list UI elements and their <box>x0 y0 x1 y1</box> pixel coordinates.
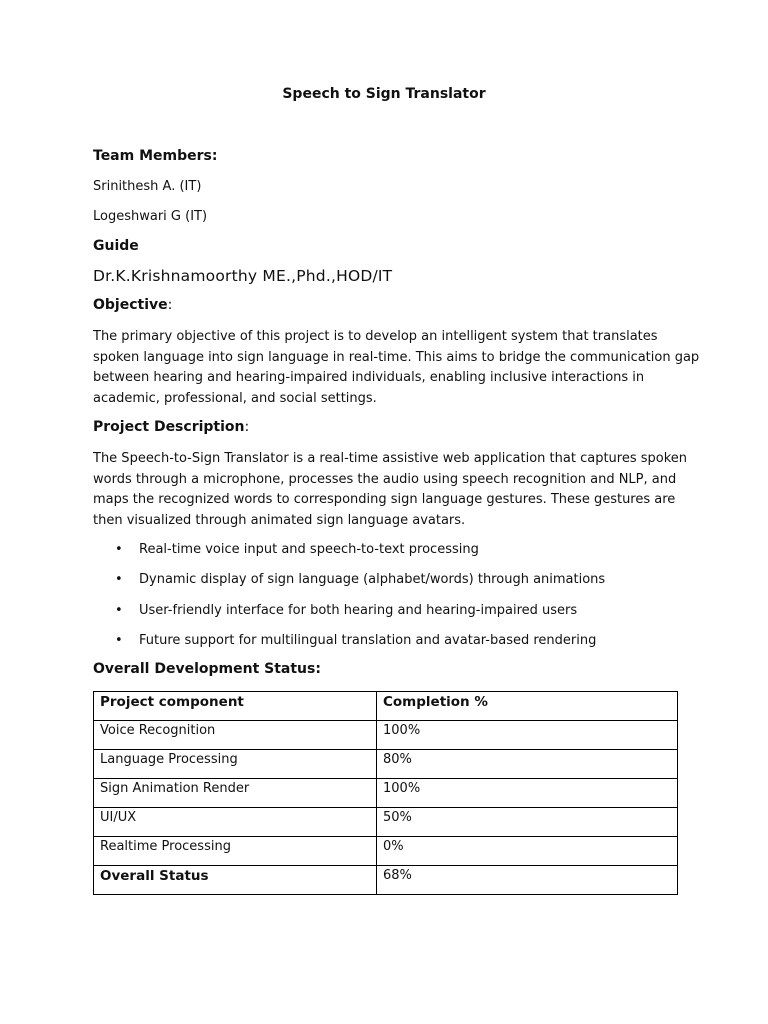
table-row <box>94 721 678 750</box>
list-item <box>115 601 605 631</box>
project-description-heading-text: Project Description <box>93 419 245 435</box>
bullet-text: User-friendly interface for both hearing and hearing-impaired users <box>139 602 578 618</box>
list-item <box>115 631 605 661</box>
bullet-text: Future support for multilingual translation and avatar-based rendering <box>139 632 597 648</box>
objective-line-1: The primary objective of this project is to develop an intelligent system that translates <box>93 329 658 344</box>
table-row <box>94 837 678 866</box>
objective-line-4: academic, professional, and social settings. <box>93 390 377 406</box>
completion-cell: 100% <box>377 721 678 750</box>
completion-cell: 50% <box>377 808 678 837</box>
project-description-paragraph <box>93 449 688 531</box>
completion-cell: 80% <box>377 750 678 779</box>
table-row <box>94 779 678 808</box>
team-member-1: Srinithesh A. (IT) <box>93 179 202 194</box>
guide-name: Dr.K.Krishnamoorthy ME.,Phd.,HOD/IT <box>93 267 393 285</box>
component-cell: Realtime Processing <box>94 837 377 866</box>
component-cell: UI/UX <box>94 808 377 837</box>
bullet-icon: • <box>115 602 123 618</box>
column-header-component: Project component <box>94 692 377 721</box>
list-item <box>115 540 605 570</box>
objective-line-3: between hearing and hearing-impaired individuals, enabling inclusive interactions in <box>93 370 645 385</box>
objective-paragraph <box>93 327 700 409</box>
development-status-heading: Overall Development Status: <box>93 661 321 677</box>
bullet-text: Real-time voice input and speech-to-text processing <box>139 542 479 557</box>
project-description-heading-colon: : <box>244 419 250 435</box>
bullet-icon: • <box>115 572 123 588</box>
component-cell: Sign Animation Render <box>94 779 377 808</box>
description-line-2: words through a microphone, processes the audio using speech recognition and NLP, and <box>93 471 677 487</box>
overall-status-label: Overall Status <box>94 866 377 895</box>
project-description-heading <box>93 419 249 435</box>
component-cell: Language Processing <box>94 750 377 779</box>
bullet-icon: • <box>115 542 123 557</box>
overall-status-value: 68% <box>377 866 678 895</box>
document-title: Speech to Sign Translator <box>282 86 486 102</box>
table-row <box>94 808 678 837</box>
objective-heading-text: Objective <box>93 297 168 313</box>
overall-status-row <box>94 866 678 895</box>
team-member-2: Logeshwari G (IT) <box>93 209 208 224</box>
bullet-icon: • <box>115 632 123 648</box>
objective-line-2: spoken language into sign language in real-time. This aims to bridge the communication gap <box>93 349 700 365</box>
bullet-text: Dynamic display of sign language (alphabet/words) through animations <box>139 572 606 588</box>
component-cell: Voice Recognition <box>94 721 377 750</box>
description-line-4: then visualized through animated sign language avatars. <box>93 512 466 528</box>
guide-heading: Guide <box>93 238 139 254</box>
completion-cell: 100% <box>377 779 678 808</box>
table-row <box>94 750 678 779</box>
objective-heading-colon: : <box>167 297 173 313</box>
table-header-row <box>94 692 678 721</box>
development-status-table <box>93 691 678 895</box>
feature-bullet-list <box>115 540 605 661</box>
column-header-completion: Completion % <box>377 692 678 721</box>
objective-heading <box>93 297 172 313</box>
description-line-3: maps the recognized words to corresponding sign language gestures. These gestures are <box>93 492 676 507</box>
list-item <box>115 570 605 600</box>
team-members-heading: Team Members: <box>93 148 218 164</box>
description-line-1: The Speech-to-Sign Translator is a real-time assistive web application that captures spoken <box>93 451 688 466</box>
completion-cell: 0% <box>377 837 678 866</box>
